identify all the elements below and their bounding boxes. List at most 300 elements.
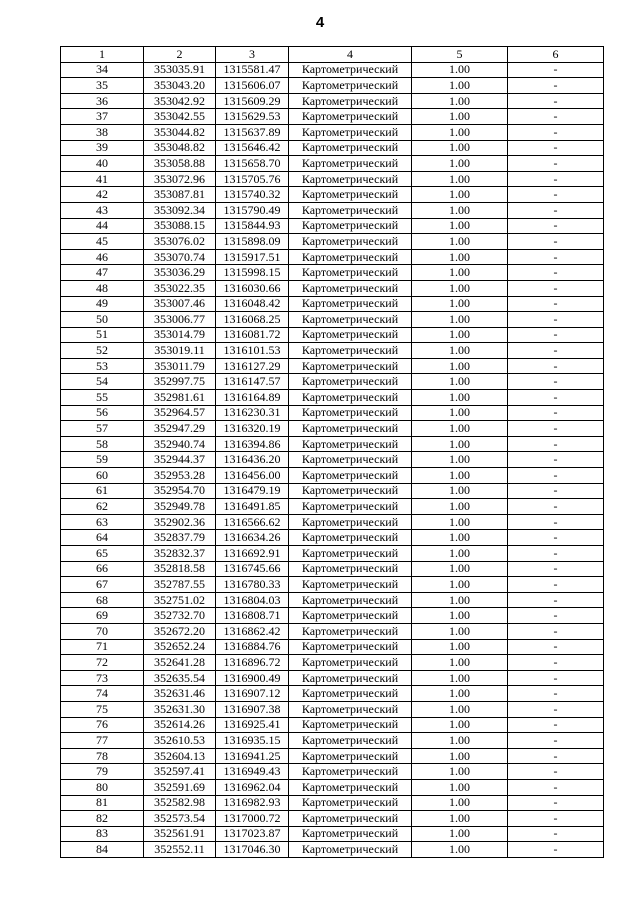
method-cell: Картометрический [289,546,412,562]
y-coordinate-cell: 1315998.15 [216,265,289,281]
x-coordinate-cell: 352947.29 [144,421,216,437]
point-number-cell: 59 [61,452,144,468]
x-coordinate-cell: 353042.92 [144,93,216,109]
y-coordinate-cell: 1315646.42 [216,140,289,156]
y-coordinate-cell: 1316147.57 [216,374,289,390]
method-cell: Картометрический [289,826,412,842]
y-coordinate-cell: 1315609.29 [216,93,289,109]
y-coordinate-cell: 1316900.49 [216,670,289,686]
x-coordinate-cell: 353072.96 [144,171,216,187]
description-cell: - [508,78,604,94]
table-row [61,561,604,577]
description-cell: - [508,452,604,468]
accuracy-cell: 1.00 [412,93,508,109]
point-number-cell: 40 [61,156,144,172]
method-cell: Картометрический [289,390,412,406]
point-number-cell: 78 [61,748,144,764]
accuracy-cell: 1.00 [412,577,508,593]
y-coordinate-cell: 1316081.72 [216,327,289,343]
description-cell: - [508,826,604,842]
method-cell: Картометрический [289,468,412,484]
method-cell: Картометрический [289,171,412,187]
y-coordinate-cell: 1315705.76 [216,171,289,187]
method-cell: Картометрический [289,234,412,250]
accuracy-cell: 1.00 [412,483,508,499]
y-coordinate-cell: 1316896.72 [216,655,289,671]
x-coordinate-cell: 353070.74 [144,249,216,265]
column-header: 1 [61,47,144,63]
method-cell: Картометрический [289,530,412,546]
accuracy-cell: 1.00 [412,842,508,858]
x-coordinate-cell: 352944.37 [144,452,216,468]
y-coordinate-cell: 1316745.66 [216,561,289,577]
accuracy-cell: 1.00 [412,639,508,655]
accuracy-cell: 1.00 [412,733,508,749]
y-coordinate-cell: 1316925.41 [216,717,289,733]
table-row [61,62,604,78]
table-row [61,483,604,499]
y-coordinate-cell: 1316907.12 [216,686,289,702]
table-row [61,811,604,827]
y-coordinate-cell: 1315629.53 [216,109,289,125]
column-header: 5 [412,47,508,63]
method-cell: Картометрический [289,280,412,296]
accuracy-cell: 1.00 [412,421,508,437]
x-coordinate-cell: 352949.78 [144,499,216,515]
table-row [61,639,604,655]
column-header: 6 [508,47,604,63]
accuracy-cell: 1.00 [412,343,508,359]
accuracy-cell: 1.00 [412,405,508,421]
table-row [61,701,604,717]
description-cell: - [508,156,604,172]
point-number-cell: 39 [61,140,144,156]
table-row [61,795,604,811]
y-coordinate-cell: 1315581.47 [216,62,289,78]
accuracy-cell: 1.00 [412,234,508,250]
accuracy-cell: 1.00 [412,124,508,140]
table-row [61,655,604,671]
table-row [61,327,604,343]
x-coordinate-cell: 353036.29 [144,265,216,281]
point-number-cell: 53 [61,358,144,374]
point-number-cell: 48 [61,280,144,296]
method-cell: Картометрический [289,62,412,78]
table-row [61,390,604,406]
description-cell: - [508,265,604,281]
x-coordinate-cell: 352981.61 [144,390,216,406]
y-coordinate-cell: 1315790.49 [216,202,289,218]
accuracy-cell: 1.00 [412,390,508,406]
point-number-cell: 42 [61,187,144,203]
table-row [61,468,604,484]
x-coordinate-cell: 353043.20 [144,78,216,94]
description-cell: - [508,670,604,686]
description-cell: - [508,577,604,593]
accuracy-cell: 1.00 [412,670,508,686]
y-coordinate-cell: 1317046.30 [216,842,289,858]
x-coordinate-cell: 353044.82 [144,124,216,140]
description-cell: - [508,514,604,530]
accuracy-cell: 1.00 [412,187,508,203]
description-cell: - [508,592,604,608]
description-cell: - [508,374,604,390]
table-row [61,343,604,359]
accuracy-cell: 1.00 [412,530,508,546]
method-cell: Картометрический [289,296,412,312]
x-coordinate-cell: 353006.77 [144,312,216,328]
table-body [61,62,604,857]
table-row [61,312,604,328]
method-cell: Картометрический [289,202,412,218]
method-cell: Картометрический [289,842,412,858]
x-coordinate-cell: 353042.55 [144,109,216,125]
description-cell: - [508,124,604,140]
x-coordinate-cell: 352672.20 [144,623,216,639]
method-cell: Картометрический [289,327,412,343]
point-number-cell: 76 [61,717,144,733]
point-number-cell: 47 [61,265,144,281]
description-cell: - [508,358,604,374]
description-cell: - [508,811,604,827]
x-coordinate-cell: 352635.54 [144,670,216,686]
description-cell: - [508,842,604,858]
accuracy-cell: 1.00 [412,717,508,733]
method-cell: Картометрический [289,639,412,655]
method-cell: Картометрический [289,452,412,468]
point-number-cell: 64 [61,530,144,546]
column-header: 2 [144,47,216,63]
x-coordinate-cell: 353087.81 [144,187,216,203]
table-row [61,156,604,172]
point-number-cell: 84 [61,842,144,858]
table-row [61,421,604,437]
description-cell: - [508,249,604,265]
table-row [61,436,604,452]
accuracy-cell: 1.00 [412,468,508,484]
table-row [61,280,604,296]
x-coordinate-cell: 353007.46 [144,296,216,312]
point-number-cell: 41 [61,171,144,187]
description-cell: - [508,468,604,484]
x-coordinate-cell: 353088.15 [144,218,216,234]
method-cell: Картометрический [289,156,412,172]
description-cell: - [508,140,604,156]
x-coordinate-cell: 353019.11 [144,343,216,359]
y-coordinate-cell: 1316164.89 [216,390,289,406]
method-cell: Картометрический [289,109,412,125]
point-number-cell: 75 [61,701,144,717]
x-coordinate-cell: 352997.75 [144,374,216,390]
x-coordinate-cell: 353011.79 [144,358,216,374]
point-number-cell: 74 [61,686,144,702]
description-cell: - [508,561,604,577]
point-number-cell: 60 [61,468,144,484]
point-number-cell: 79 [61,764,144,780]
x-coordinate-cell: 352818.58 [144,561,216,577]
x-coordinate-cell: 352604.13 [144,748,216,764]
description-cell: - [508,421,604,437]
y-coordinate-cell: 1315898.09 [216,234,289,250]
y-coordinate-cell: 1316884.76 [216,639,289,655]
method-cell: Картометрический [289,124,412,140]
method-cell: Картометрический [289,623,412,639]
table-row [61,670,604,686]
point-number-cell: 51 [61,327,144,343]
x-coordinate-cell: 352631.46 [144,686,216,702]
y-coordinate-cell: 1316491.85 [216,499,289,515]
method-cell: Картометрический [289,436,412,452]
method-cell: Картометрический [289,405,412,421]
table-row [61,748,604,764]
y-coordinate-cell: 1316862.42 [216,623,289,639]
table-row [61,546,604,562]
table-row [61,764,604,780]
description-cell: - [508,405,604,421]
method-cell: Картометрический [289,499,412,515]
x-coordinate-cell: 352902.36 [144,514,216,530]
accuracy-cell: 1.00 [412,608,508,624]
description-cell: - [508,218,604,234]
method-cell: Картометрический [289,717,412,733]
x-coordinate-cell: 352832.37 [144,546,216,562]
description-cell: - [508,296,604,312]
description-cell: - [508,655,604,671]
y-coordinate-cell: 1316068.25 [216,312,289,328]
x-coordinate-cell: 352610.53 [144,733,216,749]
method-cell: Картометрический [289,811,412,827]
column-header: 4 [289,47,412,63]
method-cell: Картометрический [289,577,412,593]
description-cell: - [508,733,604,749]
method-cell: Картометрический [289,358,412,374]
table-row [61,514,604,530]
accuracy-cell: 1.00 [412,265,508,281]
method-cell: Картометрический [289,265,412,281]
accuracy-cell: 1.00 [412,109,508,125]
accuracy-cell: 1.00 [412,811,508,827]
table-row [61,140,604,156]
method-cell: Картометрический [289,140,412,156]
point-number-cell: 81 [61,795,144,811]
description-cell: - [508,280,604,296]
method-cell: Картометрический [289,592,412,608]
method-cell: Картометрический [289,701,412,717]
description-cell: - [508,748,604,764]
point-number-cell: 54 [61,374,144,390]
accuracy-cell: 1.00 [412,436,508,452]
point-number-cell: 63 [61,514,144,530]
method-cell: Картометрический [289,608,412,624]
x-coordinate-cell: 353014.79 [144,327,216,343]
accuracy-cell: 1.00 [412,171,508,187]
x-coordinate-cell: 352652.24 [144,639,216,655]
accuracy-cell: 1.00 [412,546,508,562]
method-cell: Картометрический [289,374,412,390]
table-row [61,202,604,218]
description-cell: - [508,717,604,733]
description-cell: - [508,499,604,515]
table-row [61,249,604,265]
point-number-cell: 34 [61,62,144,78]
y-coordinate-cell: 1316808.71 [216,608,289,624]
table-row [61,124,604,140]
description-cell: - [508,686,604,702]
x-coordinate-cell: 353048.82 [144,140,216,156]
point-number-cell: 62 [61,499,144,515]
x-coordinate-cell: 353092.34 [144,202,216,218]
point-number-cell: 35 [61,78,144,94]
accuracy-cell: 1.00 [412,623,508,639]
method-cell: Картометрический [289,312,412,328]
table-row [61,608,604,624]
table-row [61,499,604,515]
x-coordinate-cell: 352732.70 [144,608,216,624]
accuracy-cell: 1.00 [412,249,508,265]
x-coordinate-cell: 352964.57 [144,405,216,421]
description-cell: - [508,530,604,546]
table-row [61,452,604,468]
y-coordinate-cell: 1316320.19 [216,421,289,437]
description-cell: - [508,623,604,639]
point-number-cell: 66 [61,561,144,577]
y-coordinate-cell: 1316907.38 [216,701,289,717]
accuracy-cell: 1.00 [412,779,508,795]
table-row [61,530,604,546]
method-cell: Картометрический [289,779,412,795]
page-number: 4 [315,14,325,31]
description-cell: - [508,109,604,125]
method-cell: Картометрический [289,78,412,94]
table-row [61,623,604,639]
x-coordinate-cell: 352561.91 [144,826,216,842]
y-coordinate-cell: 1316692.91 [216,546,289,562]
table-row [61,842,604,858]
description-cell: - [508,390,604,406]
accuracy-cell: 1.00 [412,140,508,156]
description-cell: - [508,327,604,343]
point-number-cell: 69 [61,608,144,624]
point-number-cell: 80 [61,779,144,795]
y-coordinate-cell: 1315606.07 [216,78,289,94]
y-coordinate-cell: 1315917.51 [216,249,289,265]
y-coordinate-cell: 1316949.43 [216,764,289,780]
point-number-cell: 61 [61,483,144,499]
description-cell: - [508,436,604,452]
y-coordinate-cell: 1316935.15 [216,733,289,749]
point-number-cell: 77 [61,733,144,749]
accuracy-cell: 1.00 [412,296,508,312]
method-cell: Картометрический [289,218,412,234]
table-row [61,733,604,749]
table-row [61,405,604,421]
table-row [61,296,604,312]
x-coordinate-cell: 353076.02 [144,234,216,250]
method-cell: Картометрический [289,93,412,109]
y-coordinate-cell: 1317000.72 [216,811,289,827]
method-cell: Картометрический [289,733,412,749]
y-coordinate-cell: 1316127.29 [216,358,289,374]
x-coordinate-cell: 352591.69 [144,779,216,795]
y-coordinate-cell: 1316780.33 [216,577,289,593]
y-coordinate-cell: 1316101.53 [216,343,289,359]
accuracy-cell: 1.00 [412,701,508,717]
y-coordinate-cell: 1316230.31 [216,405,289,421]
point-number-cell: 58 [61,436,144,452]
x-coordinate-cell: 352837.79 [144,530,216,546]
table-row [61,686,604,702]
column-header: 3 [216,47,289,63]
x-coordinate-cell: 353022.35 [144,280,216,296]
description-cell: - [508,187,604,203]
point-number-cell: 72 [61,655,144,671]
x-coordinate-cell: 352582.98 [144,795,216,811]
point-number-cell: 50 [61,312,144,328]
y-coordinate-cell: 1315740.32 [216,187,289,203]
point-number-cell: 37 [61,109,144,125]
point-number-cell: 82 [61,811,144,827]
point-number-cell: 38 [61,124,144,140]
point-number-cell: 83 [61,826,144,842]
table-row [61,93,604,109]
point-number-cell: 73 [61,670,144,686]
description-cell: - [508,234,604,250]
table-header-row [61,47,604,63]
description-cell: - [508,202,604,218]
coordinates-table [60,46,604,858]
method-cell: Картометрический [289,764,412,780]
method-cell: Картометрический [289,795,412,811]
x-coordinate-cell: 352552.11 [144,842,216,858]
table-row [61,577,604,593]
x-coordinate-cell: 352573.54 [144,811,216,827]
description-cell: - [508,483,604,499]
method-cell: Картометрический [289,343,412,359]
y-coordinate-cell: 1316566.62 [216,514,289,530]
accuracy-cell: 1.00 [412,561,508,577]
table-row [61,218,604,234]
point-number-cell: 52 [61,343,144,359]
method-cell: Картометрический [289,421,412,437]
method-cell: Картометрический [289,686,412,702]
point-number-cell: 57 [61,421,144,437]
accuracy-cell: 1.00 [412,62,508,78]
y-coordinate-cell: 1315637.89 [216,124,289,140]
y-coordinate-cell: 1316804.03 [216,592,289,608]
table-row [61,265,604,281]
x-coordinate-cell: 352787.55 [144,577,216,593]
y-coordinate-cell: 1316634.26 [216,530,289,546]
y-coordinate-cell: 1316394.86 [216,436,289,452]
table-row [61,374,604,390]
table-row [61,779,604,795]
y-coordinate-cell: 1316456.00 [216,468,289,484]
description-cell: - [508,93,604,109]
table-row [61,826,604,842]
description-cell: - [508,312,604,328]
method-cell: Картометрический [289,748,412,764]
point-number-cell: 36 [61,93,144,109]
point-number-cell: 56 [61,405,144,421]
x-coordinate-cell: 352597.41 [144,764,216,780]
method-cell: Картометрический [289,561,412,577]
point-number-cell: 71 [61,639,144,655]
x-coordinate-cell: 352614.26 [144,717,216,733]
point-number-cell: 67 [61,577,144,593]
point-number-cell: 44 [61,218,144,234]
table-row [61,234,604,250]
accuracy-cell: 1.00 [412,795,508,811]
